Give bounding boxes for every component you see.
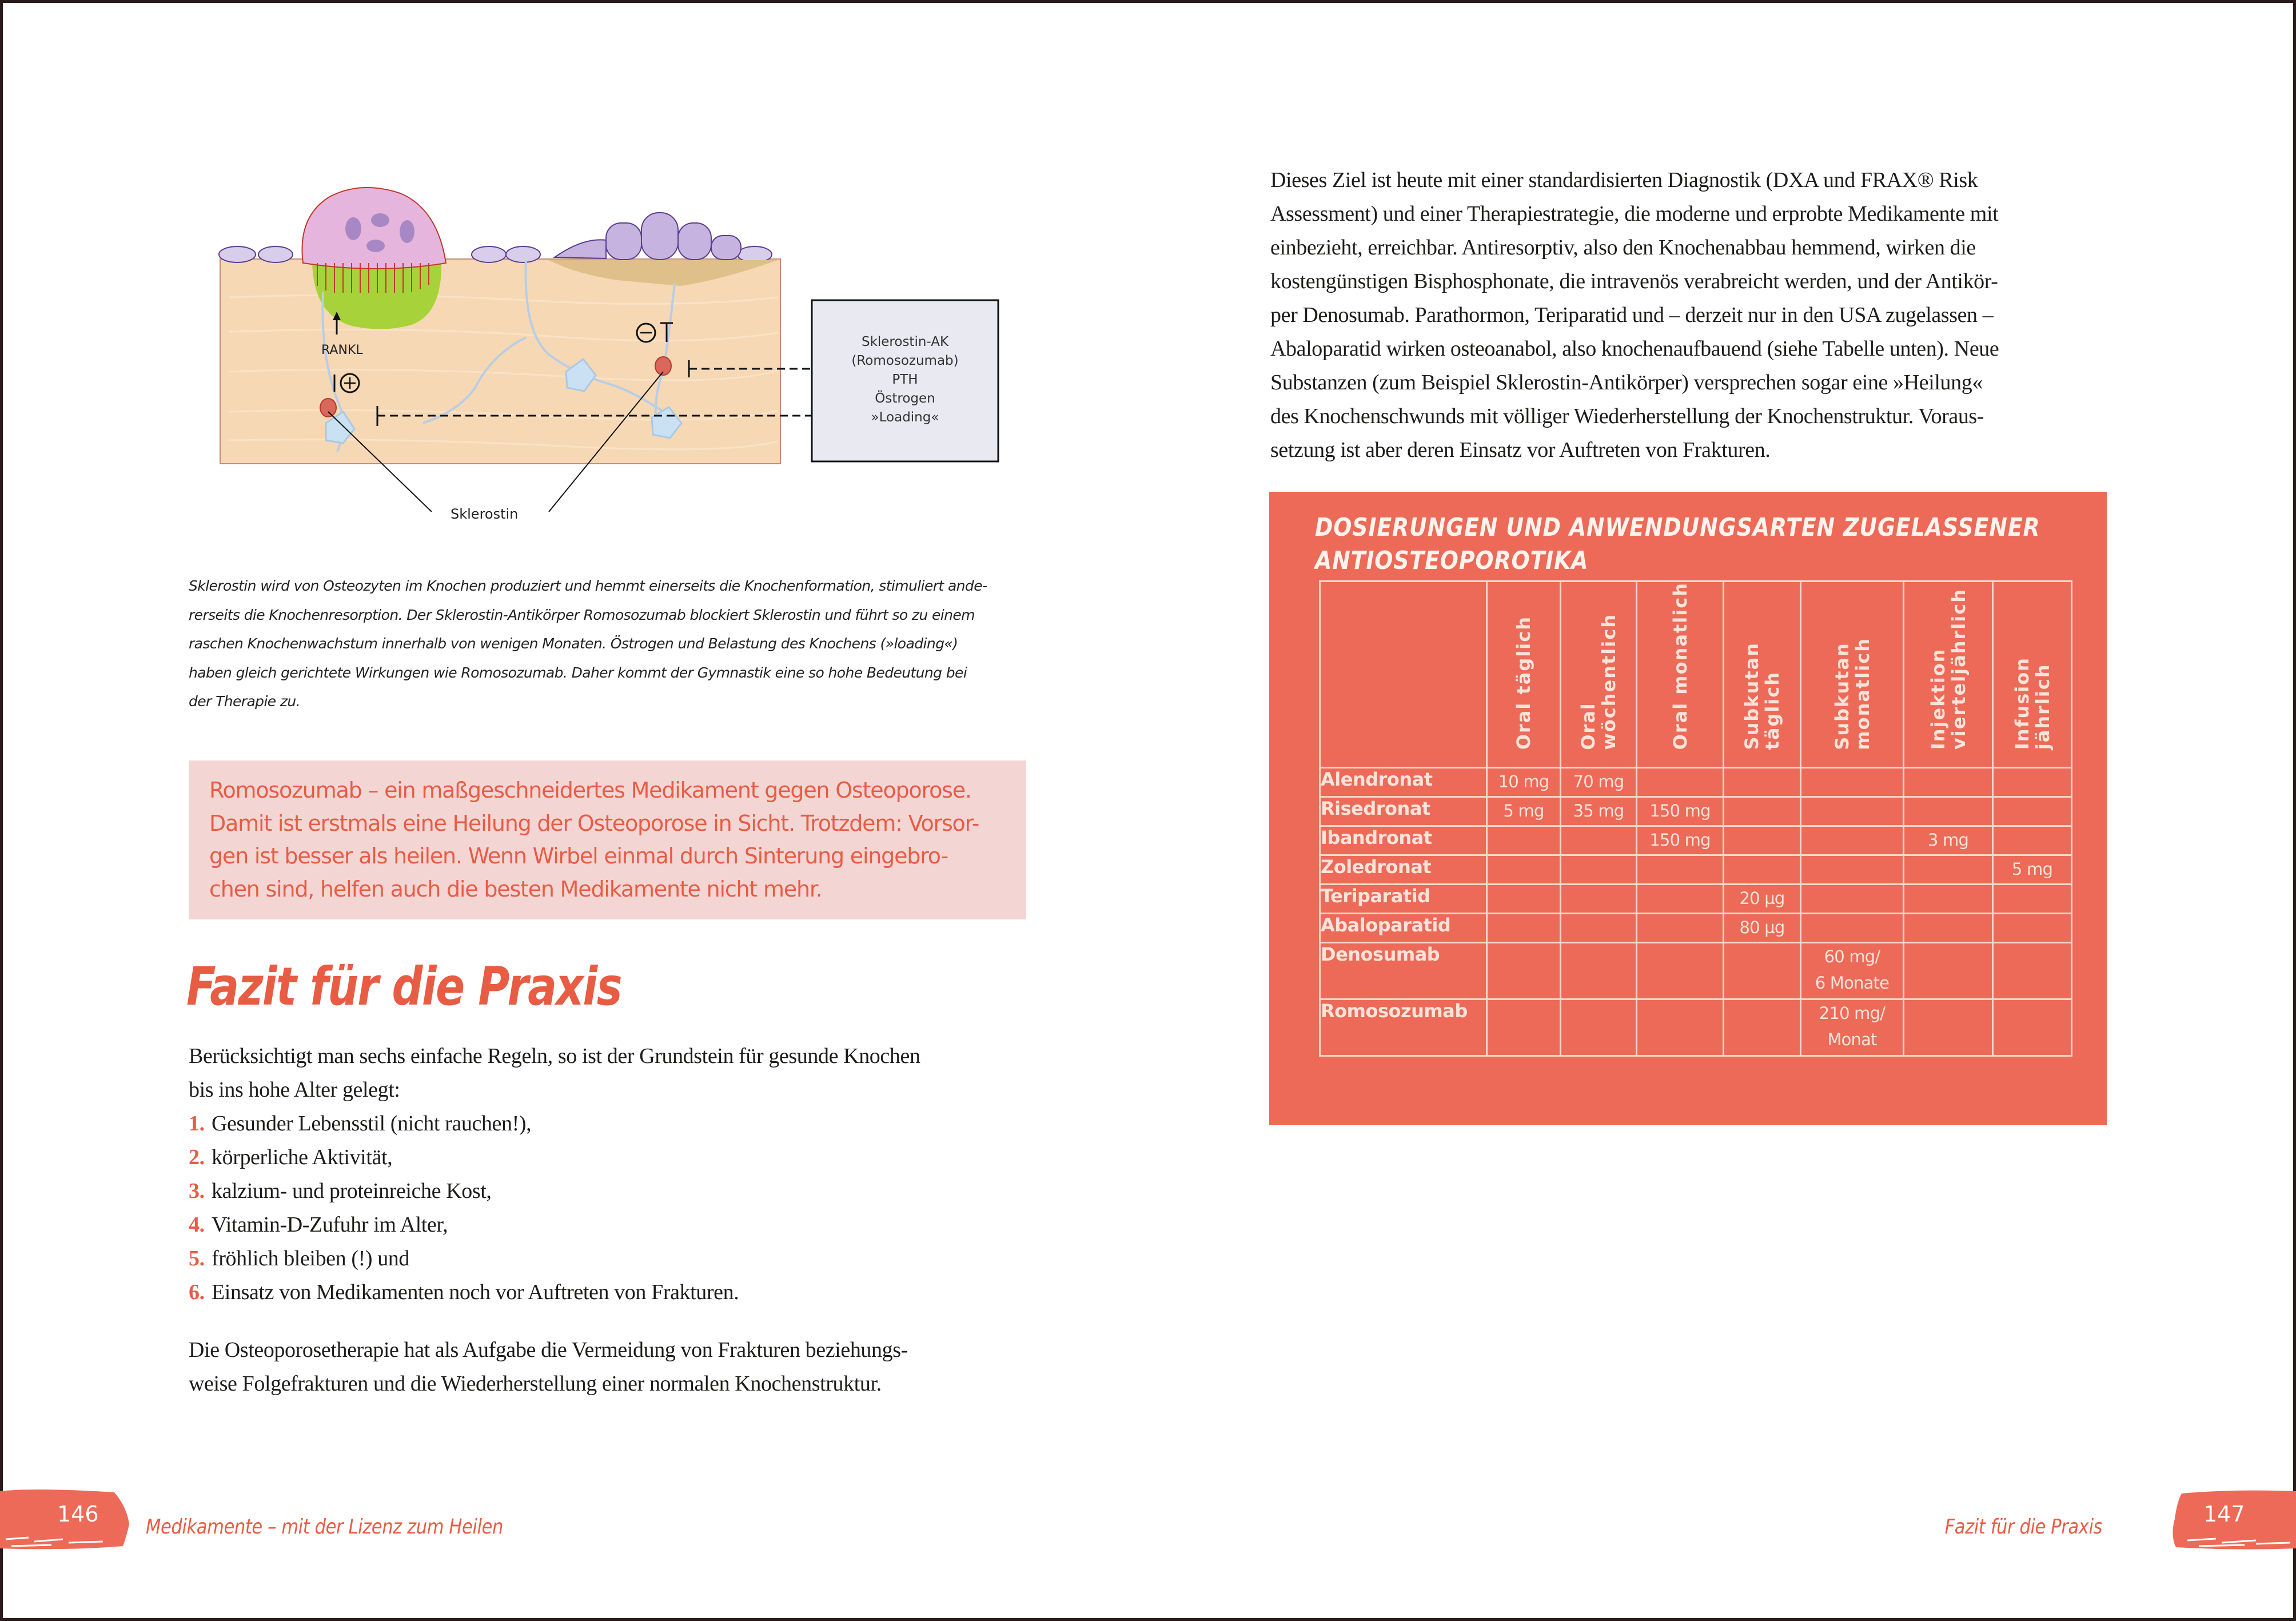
dose-cell [1904, 855, 1993, 885]
list-text: Einsatz von Medikamenten noch vor Auftreten von Frakturen. [212, 1280, 739, 1304]
drug-name-cell: Ibandronat [1320, 826, 1487, 855]
drug-name-cell: Risedronat [1320, 797, 1487, 826]
table-row [1320, 943, 2072, 999]
agent-line: (Romosozumab) [851, 353, 959, 368]
dose-cell [1993, 768, 2072, 797]
dose-cell [1993, 797, 2072, 826]
caption-line: raschen Knochenwachstum innerhalb von wenigen Monaten. Östrogen und Belastung des Knochens (»loading«) [189, 635, 958, 652]
running-title: Medikamente – mit der Lizenz zum Heilen [146, 1515, 503, 1539]
dose-cell [1637, 768, 1724, 797]
list-item [189, 1141, 739, 1174]
dose-cell [1904, 768, 1993, 797]
dose-cell [1561, 999, 1637, 1056]
column-header [1724, 582, 1801, 768]
right-page [1148, 0, 2296, 1621]
text-line: kostengünstigen Bisphosphonate, die intravenös verabreicht werden, und der Antikör- [1270, 269, 1998, 293]
dose-cell [1561, 826, 1637, 855]
callout-line: chen sind, helfen auch die besten Medikamente nicht mehr. [209, 876, 822, 902]
drug-name-cell: Zoledronat [1320, 855, 1487, 885]
table-row [1320, 797, 2072, 826]
title-line: DOSIERUNGEN UND ANWENDUNGSARTEN ZUGELASSENER [1315, 513, 2040, 542]
agent-line: »Loading« [871, 410, 939, 425]
bone-matrix [220, 259, 780, 464]
dose-cell [1801, 855, 1904, 885]
dose-cell [1993, 885, 2072, 914]
column-header [1637, 582, 1724, 768]
text-line: Berücksichtigt man sechs einfache Regeln, so ist der Grundstein für gesunde Knochen [189, 1044, 920, 1068]
dose-cell [1904, 797, 1993, 826]
dose-cell [1561, 885, 1637, 914]
column-label: Oral monatlich [1669, 582, 1691, 750]
body-paragraph [1270, 164, 1999, 467]
callout-line: gen ist besser als heilen. Wenn Wirbel einmal durch Sinterung eingebro- [209, 843, 948, 869]
list-item [189, 1174, 739, 1208]
dose-cell [1487, 885, 1561, 914]
column-header [1487, 582, 1561, 768]
dose-cell [1904, 914, 1993, 943]
dose-cell [1801, 797, 1904, 826]
dose-cell [1904, 943, 1993, 999]
dose-cell [1561, 855, 1637, 885]
column-header [1904, 582, 1993, 768]
table-row [1320, 826, 2072, 855]
dose-cell [1801, 826, 1904, 855]
dose-cell [1724, 943, 1801, 999]
column-label: Injektion vierteljährlich [1927, 588, 1970, 750]
caption-line: haben gleich gerichtete Wirkungen wie Romosozumab. Daher kommt der Gymnastik eine so hohe Bedeutung bei [189, 664, 967, 681]
text-line: Assessment) und einer Therapiestrategie, die moderne und erprobte Medikamente mit [1270, 202, 1999, 226]
rankl-label: RANKL [321, 343, 363, 357]
table-row [1320, 914, 2072, 943]
text-line: einbezieht, erreichbar. Antiresorptiv, also den Knochenabbau hemmend, wirken die [1270, 236, 1976, 260]
list-text: kalzium- und proteinreiche Kost, [212, 1179, 492, 1203]
dose-cell: 150 mg [1637, 826, 1724, 855]
column-label: Infusion jährlich [2011, 657, 2054, 750]
dosage-table [1319, 580, 2072, 1057]
dose-cell [1487, 943, 1561, 999]
dose-cell [1724, 768, 1801, 797]
dose-cell [1724, 826, 1801, 855]
drug-name-cell: Romosozumab [1320, 999, 1487, 1056]
table-row [1320, 768, 2072, 797]
rules-list [189, 1107, 739, 1309]
text-line: Dieses Ziel ist heute mit einer standardisierten Diagnostik (DXA und FRAX® Risk [1270, 168, 1978, 192]
sklerostin-label: Sklerostin [451, 506, 519, 522]
dose-cell [1904, 999, 1993, 1056]
table-title [1315, 511, 2158, 577]
dose-cell [1487, 914, 1561, 943]
dose-cell [1561, 914, 1637, 943]
dosage-table-panel [1269, 492, 2107, 1125]
list-text: körperliche Aktivität, [212, 1145, 393, 1169]
dose-cell: 10 mg [1487, 768, 1561, 797]
dose-cell [1993, 943, 2072, 999]
column-label: Oral wöchentlich [1577, 613, 1620, 750]
sklerostin-diagram [206, 183, 1018, 537]
list-number: 2. [189, 1145, 205, 1169]
text-line: bis ins hohe Alter gelegt: [189, 1078, 400, 1102]
dose-cell [1904, 885, 1993, 914]
section-heading: Fazit für die Praxis [186, 956, 621, 1017]
dose-cell [1637, 855, 1724, 885]
dose-cell [1801, 768, 1904, 797]
dose-cell: 35 mg [1561, 797, 1637, 826]
list-item [189, 1208, 739, 1242]
dose-cell: 3 mg [1904, 826, 1993, 855]
title-line: ANTIOSTEOPOROTIKA [1315, 546, 1589, 575]
dose-cell [1487, 855, 1561, 885]
callout-text [209, 774, 979, 906]
callout-line: Damit ist erstmals eine Heilung der Osteoporose in Sicht. Trotzdem: Vorsor- [209, 810, 979, 836]
table-row [1320, 999, 2072, 1056]
drug-name-cell: Abaloparatid [1320, 914, 1487, 943]
drug-name-cell: Teriparatid [1320, 885, 1487, 914]
caption-line: der Therapie zu. [189, 693, 301, 710]
text-line: Substanzen (zum Beispiel Sklerostin-Antikörper) versprechen sogar eine »Heilung« [1270, 371, 1983, 395]
text-line: des Knochenschwunds mit völliger Wiederherstellung der Knochenstruktur. Voraus- [1270, 404, 1984, 428]
caption-line: rerseits die Knochenresorption. Der Sklerostin-Antikörper Romosozumab blockiert Sklerostin und führt so zu einem [189, 606, 975, 623]
running-title: Fazit für die Praxis [1944, 1515, 2103, 1539]
dose-cell: 60 mg/ 6 Monate [1801, 943, 1904, 999]
table-row [1320, 885, 2072, 914]
dose-cell [1637, 999, 1724, 1056]
sklerostin-dot [320, 399, 336, 417]
list-number: 5. [189, 1246, 205, 1270]
dose-cell: 150 mg [1637, 797, 1724, 826]
list-text: Vitamin-D-Zufuhr im Alter, [212, 1213, 448, 1237]
text-line: Abaloparatid wirken osteoanabol, also knochenaufbauend (siehe Tabelle unten). Neue [1270, 337, 1999, 361]
text-line: Die Osteoporosetherapie hat als Aufgabe die Vermeidung von Frakturen beziehungs- [189, 1338, 908, 1362]
agent-line: Östrogen [875, 391, 935, 406]
intro-paragraph [189, 1039, 920, 1107]
dose-cell [1487, 826, 1561, 855]
drug-name-cell: Denosumab [1320, 943, 1487, 999]
column-label: Oral täglich [1513, 616, 1534, 750]
dose-cell: 5 mg [1487, 797, 1561, 826]
text-line: per Denosumab. Parathormon, Teriparatid und – derzeit nur in den USA zugelassen – [1270, 303, 1994, 327]
corner-cell [1320, 582, 1487, 768]
dose-cell [1637, 943, 1724, 999]
list-number: 4. [189, 1213, 205, 1237]
list-text: Gesunder Lebensstil (nicht rauchen!), [212, 1112, 532, 1136]
list-item [189, 1107, 739, 1141]
column-label: Subkutan monatlich [1831, 637, 1874, 750]
dose-cell [1487, 999, 1561, 1056]
text-line: setzung ist aber deren Einsatz vor Auftreten von Frakturen. [1270, 438, 1771, 462]
dose-cell [1637, 885, 1724, 914]
column-label: Subkutan täglich [1741, 642, 1783, 750]
list-text: fröhlich bleiben (!) und [212, 1246, 410, 1270]
dose-cell: 5 mg [1993, 855, 2072, 885]
table-row [1320, 855, 2072, 885]
dose-cell [1801, 914, 1904, 943]
column-header [1993, 582, 2072, 768]
dose-cell: 70 mg [1561, 768, 1637, 797]
list-item [189, 1276, 739, 1309]
column-header [1801, 582, 1904, 768]
table-body [1320, 768, 2072, 1056]
column-header [1561, 582, 1637, 768]
dose-cell [1993, 826, 2072, 855]
page-number: 147 [2203, 1501, 2245, 1527]
dose-cell [1637, 914, 1724, 943]
dose-cell [1724, 999, 1801, 1056]
figure-caption [189, 572, 1029, 716]
text-line: weise Folgefrakturen und die Wiederherstellung einer normalen Knochenstruktur. [189, 1372, 882, 1396]
list-number: 3. [189, 1179, 205, 1203]
osteoclast [302, 188, 446, 269]
agent-line: Sklerostin-AK [861, 334, 949, 349]
callout-line: Romosozumab – ein maßgeschneidertes Medikament gegen Osteoporose. [209, 778, 971, 803]
dose-cell [1724, 797, 1801, 826]
dose-cell: 20 µg [1724, 885, 1801, 914]
list-number: 1. [189, 1112, 205, 1136]
dose-cell [1993, 914, 2072, 943]
table-header-row [1320, 582, 2072, 768]
dose-cell [1801, 885, 1904, 914]
dose-cell [1724, 855, 1801, 885]
drug-name-cell: Alendronat [1320, 768, 1487, 797]
closing-paragraph [189, 1333, 908, 1401]
page-number-badge [2165, 1484, 2296, 1553]
dose-cell [1993, 999, 2072, 1056]
dose-cell [1561, 943, 1637, 999]
page-number: 146 [57, 1501, 99, 1527]
list-item [189, 1242, 739, 1276]
dose-cell: 210 mg/ Monat [1801, 999, 1904, 1056]
agent-line: PTH [892, 372, 918, 387]
dose-cell: 80 µg [1724, 914, 1801, 943]
caption-line: Sklerostin wird von Osteozyten im Knochen produziert und hemmt einerseits die Knochenformation, stimuliert ande- [189, 577, 987, 594]
list-number: 6. [189, 1280, 205, 1304]
callout-box [189, 760, 1026, 919]
agents-box-text [812, 333, 998, 427]
page-number-badge [0, 1484, 137, 1553]
